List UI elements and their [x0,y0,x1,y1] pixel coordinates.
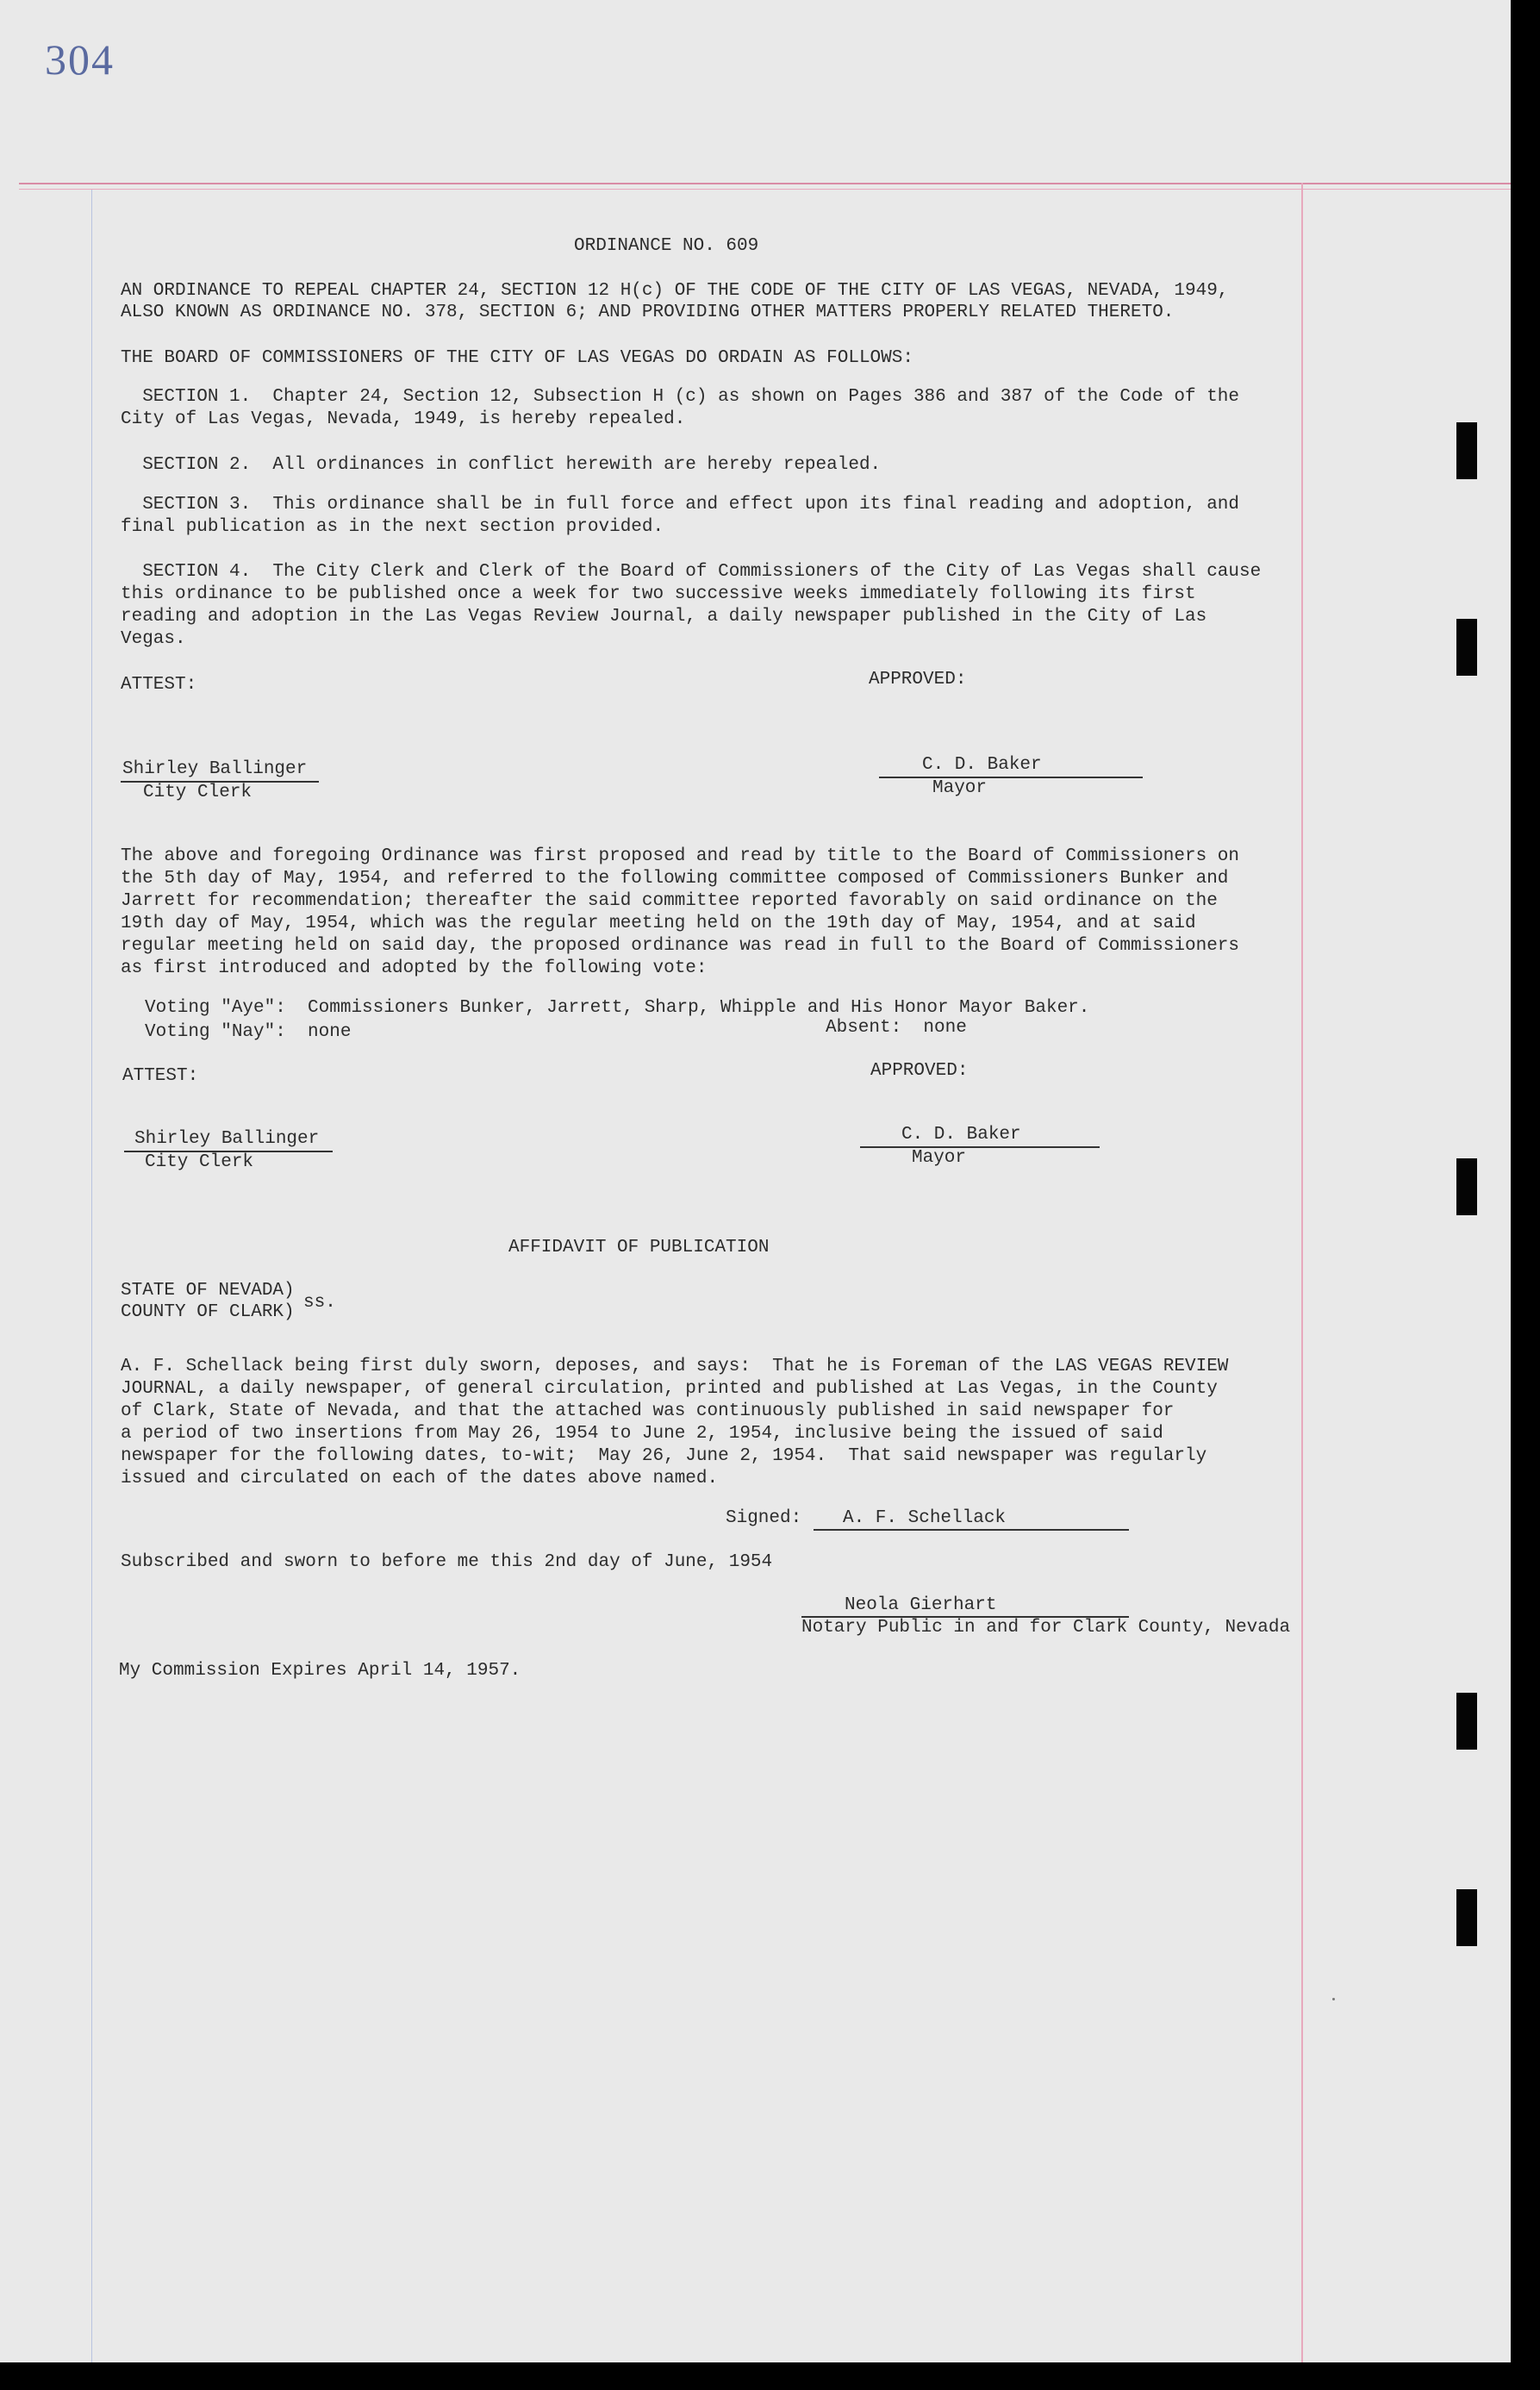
mayor-signature: C. D. Baker [901,1125,1021,1145]
affidavit-title: AFFIDAVIT OF PUBLICATION [508,1238,770,1257]
venue-state: STATE OF NEVADA) [121,1281,295,1301]
section-4-line: SECTION 4. The City Clerk and Clerk of the Board of Commissioners of the City of Las Vegas shall cause [121,562,1262,582]
section-1-line: SECTION 1. Chapter 24, Section 12, Subsection H (c) as shown on Pages 386 and 387 of the Code of the [121,387,1240,407]
affidavit-body-line: issued and circulated on each of the dates above named. [121,1469,719,1488]
ordinance-title: ORDINANCE NO. 609 [574,236,759,256]
venue-county: COUNTY OF CLARK) [121,1302,295,1322]
section-3-line: SECTION 3. This ordinance shall be in full force and effect upon its final reading and adoption, and [121,495,1240,515]
page-number: 304 [45,35,115,84]
affidavit-body-line: of Clark, State of Nevada, and that the attached was continuously published in said newspaper for [121,1401,1175,1421]
section-4-line: this ordinance to be published once a week for two successive weeks immediately following its first [121,584,1196,604]
section-2: SECTION 2. All ordinances in conflict herewith are hereby repealed. [121,455,882,475]
binder-tab [1456,619,1477,676]
preamble-line: ALSO KNOWN AS ORDINANCE NO. 378, SECTION 6; AND PROVIDING OTHER MATTERS PROPERLY RELATED THERETO. [121,303,1175,322]
affiant-signature-line [814,1529,1129,1531]
left-margin-rule [91,190,92,2362]
mayor-signature-line [879,777,1143,778]
binder-tab [1456,1693,1477,1750]
mayor-signature-line [860,1146,1100,1148]
proceedings-line: Jarrett for recommendation; thereafter the said committee reported favorably on said ordinance on the [121,891,1218,911]
approved-label: APPROVED: [869,670,967,690]
commission-expiry: My Commission Expires April 14, 1957. [119,1661,521,1681]
affidavit-body-line: newspaper for the following dates, to-wit; May 26, June 2, 1954. That said newspaper was regularly [121,1446,1207,1466]
notary-title: Notary Public in and for Clark County, Nevada [801,1618,1291,1638]
clerk-signature: Shirley Ballinger [122,759,308,779]
top-margin-rule [19,183,1511,184]
notary-signature: Neola Gierhart [845,1595,997,1615]
preamble-line: AN ORDINANCE TO REPEAL CHAPTER 24, SECTION 12 H(c) OF THE CODE OF THE CITY OF LAS VEGAS, NEVADA, 1949, [121,281,1229,301]
section-4-line: Vegas. [121,629,186,649]
section-1-line: City of Las Vegas, Nevada, 1949, is hereby repealed. [121,409,686,429]
vote-aye: Voting "Aye": Commissioners Bunker, Jarrett, Sharp, Whipple and His Honor Mayor Baker. [145,998,1090,1018]
binder-tab [1456,422,1477,479]
section-3-line: final publication as in the next section provided. [121,517,664,537]
subscribed-statement: Subscribed and sworn to before me this 2nd day of June, 1954 [121,1552,773,1572]
paper-speck [1332,1998,1335,2000]
affidavit-body-line: JOURNAL, a daily newspaper, of general circulation, printed and published at Las Vegas, in the County [121,1379,1218,1399]
binder-tab [1456,1889,1477,1946]
proceedings-line: the 5th day of May, 1954, and referred to the following committee composed of Commissioners Bunker and [121,869,1229,889]
clerk-title: City Clerk [143,783,253,802]
proceedings-line: The above and foregoing Ordinance was first proposed and read by title to the Board of Commissioners on [121,846,1240,866]
proceedings-line: 19th day of May, 1954, which was the regular meeting held on the 19th day of May, 1954, and at said [121,914,1196,933]
mayor-title: Mayor [912,1148,967,1168]
attest-label: ATTEST: [121,675,197,695]
affidavit-body-line: A. F. Schellack being first duly sworn, deposes, and says: That he is Foreman of the LAS VEGAS REVIEW [121,1357,1229,1376]
right-margin-rule [1301,183,1303,2362]
enacting-clause: THE BOARD OF COMMISSIONERS OF THE CITY OF LAS VEGAS DO ORDAIN AS FOLLOWS: [121,348,913,368]
venue-ss: ss. [303,1293,336,1313]
affiant-signature: A. F. Schellack [843,1508,1007,1528]
proceedings-line: as first introduced and adopted by the following vote: [121,958,708,978]
clerk-signature: Shirley Ballinger [134,1129,320,1149]
binder-tab [1456,1158,1477,1215]
top-margin-rule-2 [19,189,1511,190]
proceedings-line: regular meeting held on said day, the proposed ordinance was read in full to the Board of Commissioners [121,936,1240,956]
vote-absent: Absent: none [826,1018,967,1038]
mayor-title: Mayor [932,778,988,798]
mayor-signature: C. D. Baker [922,755,1042,775]
clerk-title: City Clerk [145,1152,254,1172]
vote-nay: Voting "Nay": none [145,1022,352,1042]
attest-label: ATTEST: [122,1066,199,1086]
approved-label: APPROVED: [870,1061,969,1081]
signed-label: Signed: [726,1508,802,1528]
section-4-line: reading and adoption in the Las Vegas Review Journal, a daily newspaper published in the City of Las [121,607,1207,627]
affidavit-body-line: a period of two insertions from May 26, 1954 to June 2, 1954, inclusive being the issued of said [121,1424,1163,1444]
